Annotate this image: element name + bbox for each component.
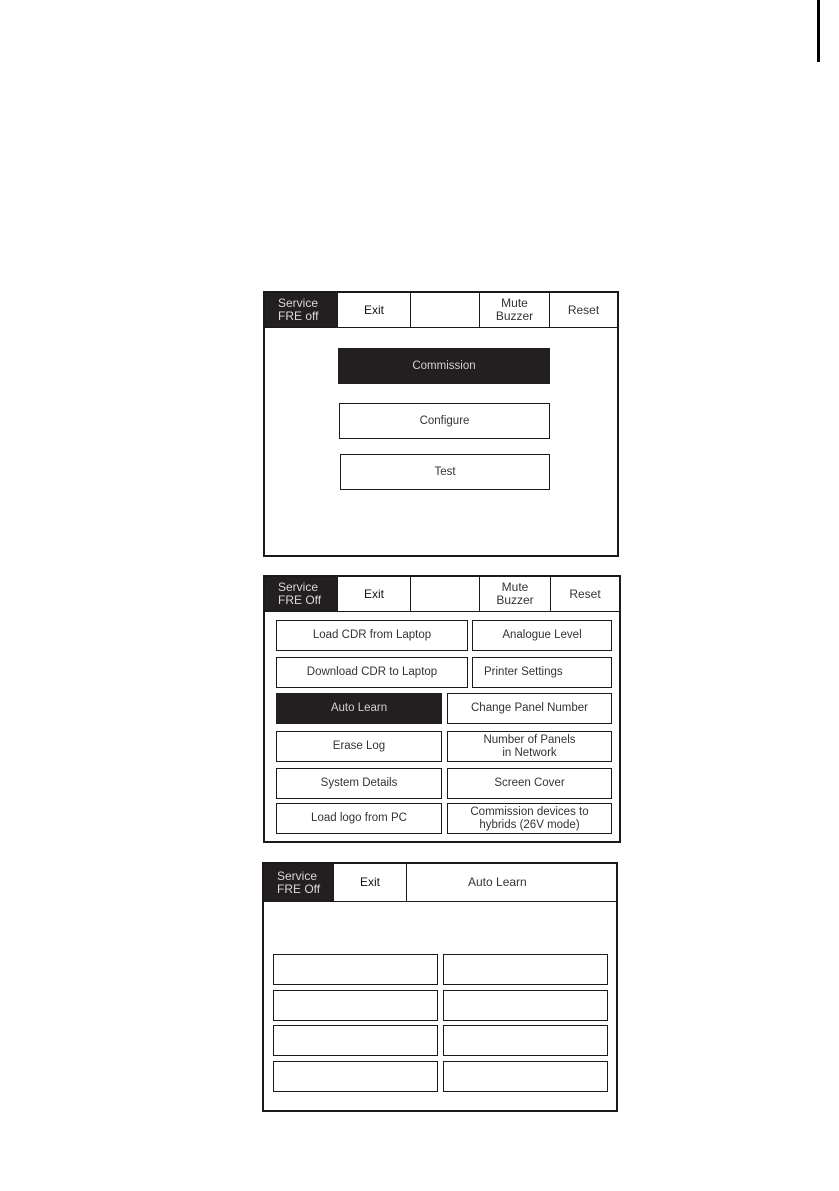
auto-learn-slot[interactable]: [443, 1061, 608, 1092]
mute-buzzer-button[interactable]: Mute Buzzer: [480, 293, 550, 327]
blank-header-cell: [411, 577, 480, 611]
auto-learn-slot[interactable]: [443, 990, 608, 1021]
auto-learn-slot[interactable]: [273, 990, 438, 1021]
screen-title: Auto Learn: [468, 875, 527, 889]
change-panel-number-button[interactable]: Change Panel Number: [447, 693, 612, 724]
auto-learn-slot[interactable]: [273, 1061, 438, 1092]
mute-buzzer-button[interactable]: Mute Buzzer: [480, 577, 551, 611]
exit-button[interactable]: Exit: [338, 293, 411, 327]
system-details-button[interactable]: System Details: [276, 768, 442, 799]
commission-button[interactable]: Commission: [338, 348, 550, 384]
service-fre-button[interactable]: [265, 577, 338, 611]
exit-button[interactable]: Exit: [338, 577, 411, 611]
service-fre-button[interactable]: [265, 293, 338, 327]
auto-learn-screen: [262, 862, 618, 1112]
exit-button[interactable]: Exit: [334, 864, 407, 901]
erase-log-button[interactable]: Erase Log: [276, 731, 442, 762]
header-bar: [265, 293, 617, 328]
fre-status-label: FRE off: [278, 309, 319, 323]
reset-button[interactable]: Reset: [569, 586, 601, 601]
load-cdr-button[interactable]: Load CDR from Laptop: [276, 620, 468, 651]
service-label: Service: [278, 580, 319, 594]
service-menu-screen: [263, 291, 619, 557]
fre-status-label: FRE Off: [278, 593, 322, 607]
auto-learn-slot[interactable]: [273, 954, 438, 985]
commission-menu-screen: [263, 575, 621, 843]
auto-learn-slot[interactable]: [443, 954, 608, 985]
commission-hybrids-button[interactable]: Commission devices to hybrids (26V mode): [447, 803, 612, 834]
screen-cover-button[interactable]: Screen Cover: [447, 768, 612, 799]
printer-settings-button[interactable]: Printer Settings: [472, 657, 612, 688]
fre-status-label: FRE Off: [277, 881, 321, 896]
test-button[interactable]: Test: [340, 454, 550, 490]
auto-learn-button[interactable]: Auto Learn: [276, 693, 442, 724]
header-bar: [265, 577, 619, 612]
service-label: Service: [278, 296, 319, 310]
configure-button[interactable]: Configure: [339, 403, 550, 439]
auto-learn-slot[interactable]: [273, 1025, 438, 1056]
analogue-level-button[interactable]: Analogue Level: [472, 620, 612, 651]
reset-button[interactable]: Reset: [567, 302, 600, 317]
load-logo-button[interactable]: Load logo from PC: [276, 803, 442, 834]
service-fre-button[interactable]: [264, 864, 334, 901]
auto-learn-slot[interactable]: [443, 1025, 608, 1056]
download-cdr-button[interactable]: Download CDR to Laptop: [276, 657, 468, 688]
service-label: Service: [277, 868, 318, 883]
header-bar: [264, 864, 616, 902]
page-edge-mark: [817, 0, 820, 62]
blank-header-cell: [411, 293, 480, 327]
panels-in-network-button[interactable]: Number of Panels in Network: [447, 731, 612, 762]
